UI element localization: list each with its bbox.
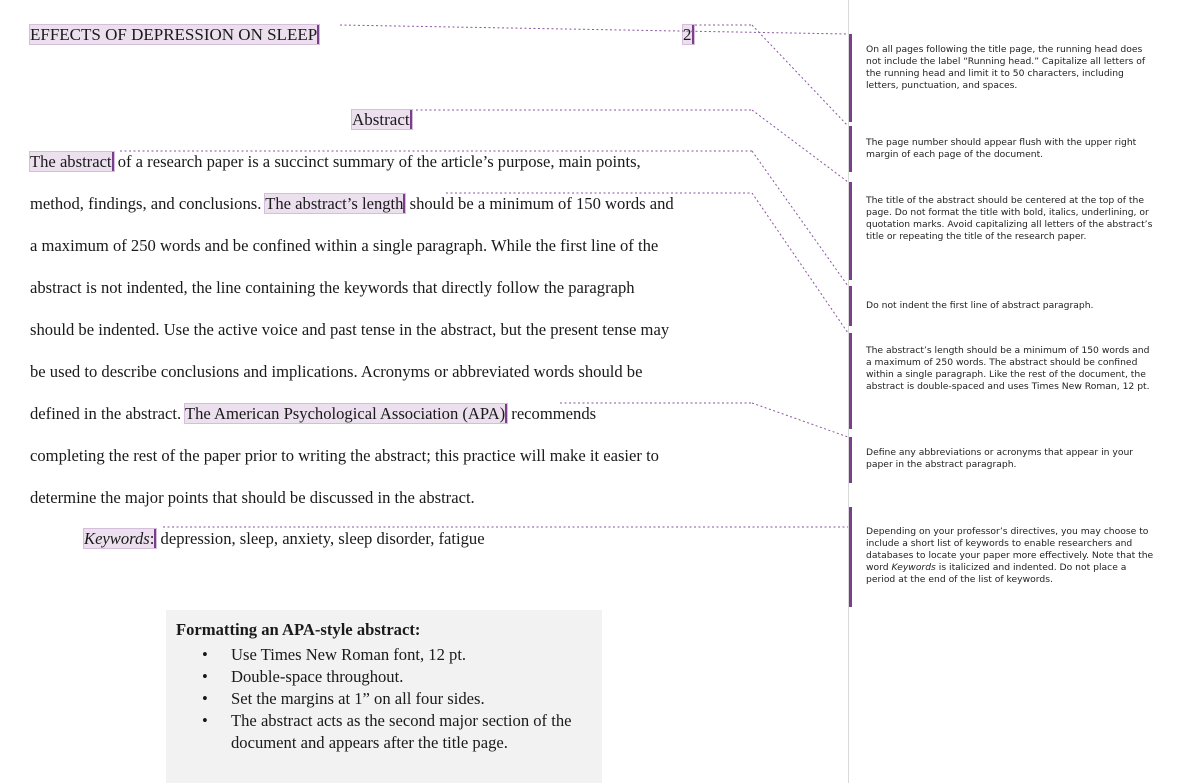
comment-text: The title of the abstract should be centered at the top of the page. Do not format the title with bold, italics, underlining, or quotation marks. Avoid capitalizing all letters of the abstract’s title or repeating the title of the research paper.	[866, 195, 1153, 242]
comment-keywords[interactable]	[849, 507, 1181, 607]
tip-list	[202, 644, 598, 754]
paragraph-line-4: abstract is not indented, the line containing the keywords that directly follow the paragraph	[30, 278, 635, 297]
paragraph-line-9: determine the major points that should be discussed in the abstract.	[30, 488, 475, 507]
page-number-text[interactable]: 2	[683, 25, 692, 44]
highlight-apa[interactable]: The American Psychological Association (APA)	[184, 404, 506, 423]
paragraph-line-2	[30, 194, 674, 214]
comment-abstract-title[interactable]	[849, 182, 1181, 280]
tip-item: • The abstract acts as the second major section of the document and appears after the title page.	[202, 710, 598, 754]
comment-text: Depending on your professor’s directives, you may choose to include a short list of keywords to enable researchers and databases to locate your paper more effectively. Note that the word Keywords is italicized and indented. Do not place a period at the end of the list of keywords.	[866, 526, 1154, 585]
paragraph-line-7	[30, 404, 596, 424]
comment-marker	[849, 34, 852, 122]
comment-text: On all pages following the title page, the running head does not include the label “Running head.” Capitalize all letters of the running head and limit it to 50 characters, including letters, punctuation, and spaces.	[866, 44, 1146, 91]
comment-first-line-indent[interactable]	[849, 286, 1181, 326]
paragraph-line-5: should be indented. Use the active voice and past tense in the abstract, but the present tense may	[30, 320, 670, 339]
comments-pane	[848, 0, 1181, 783]
comment-abbreviations[interactable]	[849, 437, 1181, 483]
highlight-abstract-length[interactable]: The abstract’s length	[265, 194, 404, 213]
running-head-text[interactable]: EFFECTS OF DEPRESSION ON SLEEP	[30, 25, 318, 44]
abstract-title-text[interactable]: Abstract	[352, 110, 410, 129]
comment-page-number[interactable]	[849, 126, 1181, 172]
paragraph-line-1-text: of a research paper is a succinct summary of the article’s purpose, main points,	[113, 152, 641, 171]
tip-box-title: Formatting an APA-style abstract:	[176, 620, 421, 639]
keywords-line	[84, 529, 485, 549]
paragraph-line-2-pre: method, findings, and conclusions.	[30, 194, 266, 213]
keywords-label[interactable]: Keywords:	[84, 529, 155, 548]
paragraph-line-3: a maximum of 250 words and be confined within a single paragraph. While the first line of the	[30, 236, 659, 255]
paragraph-line-6: be used to describe conclusions and implications. Acronyms or abbreviated words should be	[30, 362, 643, 381]
page-number[interactable]	[683, 25, 694, 45]
comment-text: Do not indent the first line of abstract paragraph.	[866, 300, 1094, 311]
comment-marker	[849, 182, 852, 280]
comment-running-head[interactable]	[849, 34, 1181, 122]
paragraph-line-7-rest: recommends	[507, 404, 597, 423]
running-head[interactable]	[30, 25, 319, 45]
tip-item: • Set the margins at 1” on all four sides.	[202, 688, 598, 710]
formatting-tip-box	[166, 610, 602, 783]
tip-item: • Double-space throughout.	[202, 666, 598, 688]
paragraph-line-2-rest: should be a minimum of 150 words and	[405, 194, 674, 213]
comment-text: The page number should appear flush with the upper right margin of each page of the document.	[866, 137, 1137, 160]
paragraph-line-8: completing the rest of the paper prior to writing the abstract; this practice will make it easier to	[30, 446, 659, 465]
comment-marker	[849, 286, 852, 326]
tip-item: • Use Times New Roman font, 12 pt.	[202, 644, 598, 666]
paragraph-line-1	[30, 152, 641, 172]
comment-marker	[849, 333, 852, 429]
comment-marker	[849, 126, 852, 172]
comment-text: The abstract’s length should be a minimum of 150 words and a maximum of 250 words. The abstract should be confined within a single paragraph. Like the rest of the document, the abstract is double-spaced and uses Times New Roman, 12 pt.	[866, 345, 1150, 392]
keywords-text: depression, sleep, anxiety, sleep disorder, fatigue	[156, 529, 485, 548]
comment-marker	[849, 437, 852, 483]
comment-marker	[849, 507, 852, 607]
highlight-the-abstract[interactable]: The abstract	[30, 152, 112, 171]
abstract-title[interactable]	[352, 110, 412, 130]
comment-text: Define any abbreviations or acronyms that appear in your paper in the abstract paragraph.	[866, 447, 1134, 470]
comment-abstract-length[interactable]	[849, 333, 1181, 429]
paragraph-line-7-pre: defined in the abstract.	[30, 404, 185, 423]
